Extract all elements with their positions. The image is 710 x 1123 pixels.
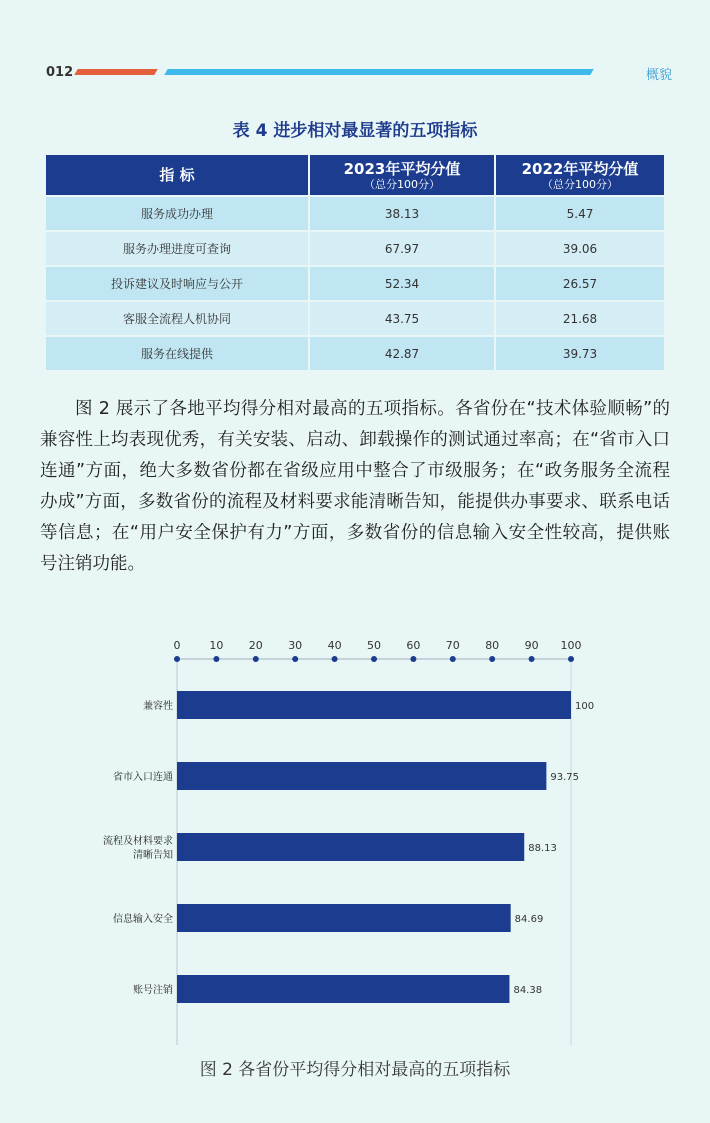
bar: [177, 762, 546, 790]
figure-caption: 图 2 各省份平均得分相对最高的五项指标: [199, 1060, 511, 1080]
indicator-table: [46, 155, 664, 370]
cell-2023: 38.13: [310, 195, 496, 230]
axis-tick-dot: [213, 656, 219, 662]
table-row: [46, 195, 664, 230]
axis-tick-dot: [371, 656, 377, 662]
axis-tick-dot: [450, 656, 456, 662]
axis-tick-dot: [332, 656, 338, 662]
bar-chart: [0, 630, 710, 1050]
bar: [177, 691, 571, 719]
cell-2023: 42.87: [310, 335, 496, 370]
bar-value-label: 84.38: [513, 985, 543, 996]
bar: [177, 904, 511, 932]
page-header: [0, 58, 710, 88]
cell-indicator: 客服全流程人机协同: [46, 300, 310, 335]
cell-indicator: 服务成功办理: [46, 195, 310, 230]
bar-chart-svg: [0, 630, 710, 1050]
bar: [177, 833, 524, 861]
category-label: 兼容性: [143, 701, 173, 712]
header-accent-red: [74, 69, 157, 75]
header-accent-blue: [164, 69, 593, 75]
table-title: 表 4 进步相对最显著的五项指标: [232, 121, 478, 141]
axis-tick-dot: [253, 656, 259, 662]
axis-tick-label: 30: [288, 639, 303, 652]
axis-tick-label: 60: [406, 639, 421, 652]
category-label: 清晰告知: [133, 850, 173, 861]
section-title: 概貌: [645, 68, 672, 83]
axis-tick-dot: [568, 656, 574, 662]
table-header-row: [46, 155, 664, 195]
cell-2023: 43.75: [310, 300, 496, 335]
bar-value-label: 88.13: [528, 843, 557, 854]
cell-2023: 67.97: [310, 230, 496, 265]
cell-2022: 39.73: [496, 335, 664, 370]
axis-tick-label: 50: [367, 639, 381, 652]
axis-tick-label: 10: [209, 639, 224, 652]
axis-tick-dot: [292, 656, 298, 662]
bar-value-label: 84.69: [514, 914, 544, 925]
category-label: 信息输入安全: [113, 914, 173, 925]
col-header-2022: 2022年平均分值 （总分100分）: [496, 155, 664, 195]
table-row: [46, 230, 664, 265]
cell-indicator: 服务办理进度可查询: [46, 230, 310, 265]
axis-tick-label: 70: [445, 639, 460, 652]
cell-2022: 39.06: [496, 230, 664, 265]
cell-indicator: 服务在线提供: [46, 335, 310, 370]
table-row: [46, 300, 664, 335]
bar-value-label: 93.75: [550, 772, 580, 783]
axis-tick-dot: [529, 656, 535, 662]
axis-tick-label: 40: [327, 639, 342, 652]
axis-tick-label: 20: [248, 639, 263, 652]
body-paragraph: 图 2 展示了各地平均得分相对最高的五项指标。各省份在“技术体验顺畅”的兼容性上均表现优秀，有关安装、启动、卸载操作的测试通过率高；在“省市入口连通”方面，绝大多数省份都在省级应用中整合了市级服务；在“政务服务全流程办成”方面，多数省份的流程及材料要求能清晰告知，能提供办事要求、联系电话等信息；在“用户安全保护有力”方面，多数省份的信息输入安全性较高，提供账号注销功能。: [40, 399, 670, 574]
axis-tick-label: 90: [524, 639, 539, 652]
axis-tick-label: 80: [485, 639, 500, 652]
category-label: 流程及材料要求: [103, 836, 173, 847]
cell-2022: 26.57: [496, 265, 664, 300]
bar: [177, 975, 509, 1003]
col-header-indicator: 指 标: [46, 155, 310, 195]
col-header-2023: 2023年平均分值 （总分100分）: [310, 155, 496, 195]
axis-tick-dot: [410, 656, 416, 662]
table-row: [46, 335, 664, 370]
axis-tick-label: 100: [560, 639, 582, 652]
page-number: 012: [46, 65, 74, 80]
table-row: [46, 265, 664, 300]
category-label: 省市入口连通: [113, 772, 173, 783]
cell-2022: 21.68: [496, 300, 664, 335]
axis-tick-label: 0: [173, 639, 181, 652]
bar-value-label: 100: [575, 701, 595, 712]
cell-indicator: 投诉建议及时响应与公开: [46, 265, 310, 300]
cell-2022: 5.47: [496, 195, 664, 230]
axis-tick-dot: [174, 656, 180, 662]
axis-tick-dot: [489, 656, 495, 662]
cell-2023: 52.34: [310, 265, 496, 300]
category-label: 账号注销: [133, 985, 173, 996]
